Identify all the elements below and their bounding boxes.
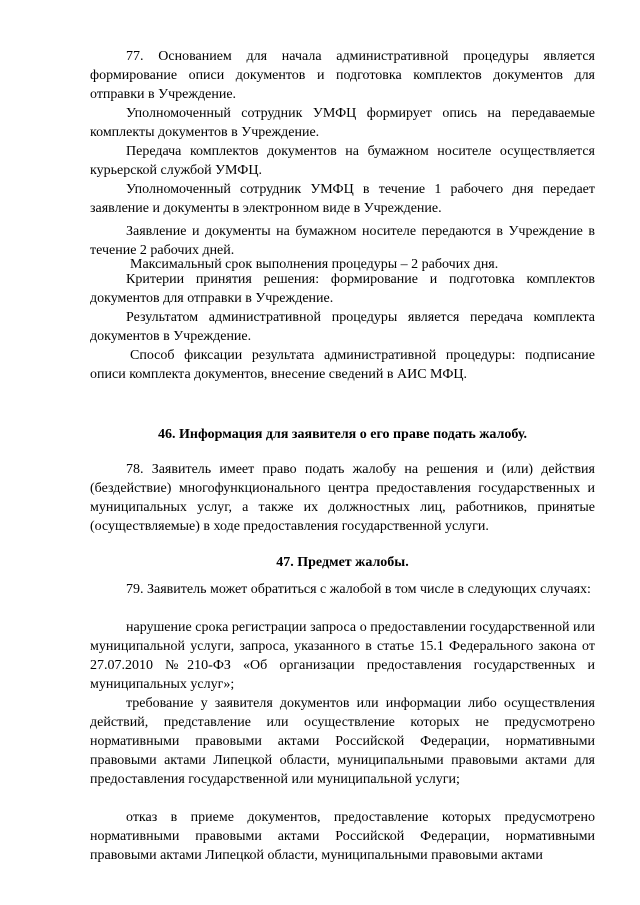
paragraph-max-term: Максимальный срок выполнения процедуры – 2 рабочих дня. xyxy=(130,257,499,272)
paragraph-criteria: Критерии принятия решения: формирование и подготовка комплектов документов для отправки в Учреждение. xyxy=(90,272,595,306)
paragraph-case-refusal: отказ в приеме документов, предоставление которых предусмотрено нормативными правовыми актами Российской Федерации, нормативными правовыми актами Липецкой области, муниципальными правовыми актами xyxy=(90,810,595,863)
paragraph-case-registration: нарушение срока регистрации запроса о предоставлении государственной или муниципальной услуги, запроса, указанного в статье 15.1 Федерального закона от 27.07.2010 №210-ФЗ «Об организации предоставления государственных и муниципальных услуг»; xyxy=(90,620,595,692)
paragraph-result: Результатом административной процедуры является передача комплекта документов в Учреждение. xyxy=(90,310,595,344)
paragraph-electronic-transfer: Уполномоченный сотрудник УМФЦ в течение 1 рабочего дня передает заявление и документы в электронном виде в Учреждение. xyxy=(90,182,595,216)
paragraph-courier: Передача комплектов документов на бумажном носителе осуществляется курьерской службой УМФЦ. xyxy=(90,144,595,178)
paragraph-78: 78. Заявитель имеет право подать жалобу на решения и (или) действия (бездействие) многофункционального центра предоставления государственных и муниципальных услуг, а также их должностных лиц, работников, принятые (осуществляемые) в ходе предоставления государственной услуги. xyxy=(90,462,595,534)
paragraph-paper-transfer: Заявление и документы на бумажном носителе передаются в Учреждение в течение 2 рабочих дней. xyxy=(90,224,595,258)
paragraph-fixation: Способ фиксации результата административной процедуры: подписание описи комплекта документов, внесение сведений в АИС МФЦ. xyxy=(90,348,595,382)
heading-section-46: 46. Информация для заявителя о его праве подать жалобу. xyxy=(158,427,527,442)
heading-section-47: 47. Предмет жалобы. xyxy=(276,555,409,570)
paragraph-inventory: Уполномоченный сотрудник УМФЦ формирует опись на передаваемые комплекты документов в Учреждение. xyxy=(90,106,595,140)
paragraph-77: 77. Основанием для начала административной процедуры является формирование описи документов и подготовка комплектов документов для отправки в Учреждение. xyxy=(90,49,595,102)
paragraph-case-documents-requirement: требование у заявителя документов или информации либо осуществления действий, представление или осуществление которых не предусмотрено нормативными правовыми актами Российской Федерации, нормативными правовыми актами Липецкой области, муниципальными правовыми актами для предоставления государственной или муниципальной услуги; xyxy=(90,696,595,787)
paragraph-79: 79. Заявитель может обратиться с жалобой в том числе в следующих случаях: xyxy=(126,582,591,597)
